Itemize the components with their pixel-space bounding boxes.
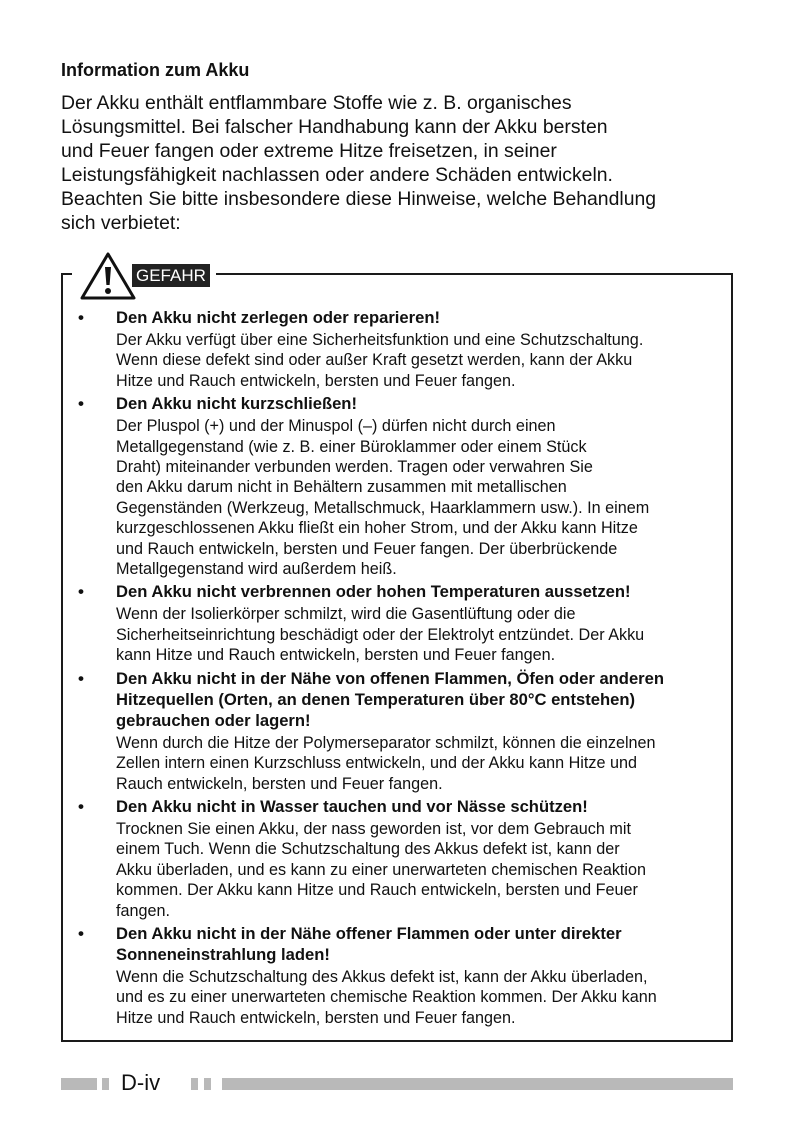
footer-bar-segment <box>204 1078 211 1090</box>
footer-bar-segment <box>222 1078 733 1090</box>
danger-item <box>78 581 718 665</box>
bullet: • <box>78 923 84 943</box>
danger-list <box>78 307 718 1030</box>
danger-item <box>78 393 718 579</box>
bullet: • <box>78 394 84 414</box>
danger-item-body: Trocknen Sie einen Akku, der nass geworden ist, vor dem Gebrauch mit einem Tuch. Wenn die Schutzschaltung des Akkus defekt ist, kann der Akku überladen, und es kann zu einer unerwarteten chemischen Reaktion kommen. Der Akku kann Hitze und Rauch entwickeln, bersten und Feuer fangen. <box>116 819 647 920</box>
footer-bar-segment <box>61 1078 97 1090</box>
danger-item-title: Den Akku nicht in der Nähe von offenen Flammen, Öfen oder anderen Hitzequellen (Orten, an denen Temperaturen über 80°C entstehen) gebrauchen oder lagern! <box>116 668 664 730</box>
footer-bar-segment <box>102 1078 109 1090</box>
danger-item <box>78 923 718 1028</box>
danger-item <box>78 796 718 921</box>
footer-bar-segment <box>191 1078 198 1090</box>
page-footer <box>61 1069 733 1097</box>
danger-item <box>78 668 718 794</box>
danger-item-body: Wenn der Isolierkörper schmilzt, wird die Gasentlüftung oder die Sicherheitseinrichtung beschädigt oder der Elektrolyt entzündet. Der Akku kann Hitze und Rauch entwickeln, bersten und Feuer fangen. <box>116 605 645 665</box>
danger-item-title: Den Akku nicht zerlegen oder reparieren! <box>116 308 440 327</box>
danger-item-body: Der Pluspol (+) und der Minuspol (–) dürfen nicht durch einen Metallgegenstand (wie z. B. einer Büroklammer oder einem Stück Draht) miteinander verbunden werden. Tragen oder verwahren Sie den Akku darum nicht in Behältern zusammen mit metallischen Gegenständen (Werkzeug, Metallschmuck, Haarklammern usw.). In einem kurzgeschlossenen Akku fließt ein hoher Strom, und der Akku kann Hitze und Rauch entwickeln, bersten und Feuer fangen. Der überbrückende Metallgegenstand wird außerdem heiß. <box>116 417 650 579</box>
danger-item-body: Wenn durch die Hitze der Polymerseparator schmilzt, können die einzelnen Zellen intern einen Kurzschluss entwickeln, und der Akku kann Hitze und Rauch entwickeln, bersten und Feuer fangen. <box>116 733 656 793</box>
intro-paragraph: Der Akku enthält entflammbare Stoffe wie z. B. organisches Lösungsmittel. Bei falscher Handhabung kann der Akku bersten und Feuer fangen oder extreme Hitze freisetzen, in seiner Leistungsfähigkeit nachlassen oder andere Schäden entwickeln. Beachten Sie bitte insbesondere diese Hinweise, welche Behandlung sich verbietet: <box>61 92 657 234</box>
bullet: • <box>78 308 84 327</box>
danger-item-body: Der Akku verfügt über eine Sicherheitsfunktion und eine Schutzschaltung. Wenn diese defekt sind oder außer Kraft gesetzt werden, kann der Akku Hitze und Rauch entwickeln, bersten und Feuer fangen. <box>116 331 644 390</box>
danger-item-title: Den Akku nicht verbrennen oder hohen Temperaturen aussetzen! <box>116 582 631 602</box>
danger-item-body: Wenn die Schutzschaltung des Akkus defekt ist, kann der Akku überladen, und es zu einer unerwarteten chemische Reaktion kommen. Der Akku kann Hitze und Rauch entwickeln, bersten und Feuer fangen. <box>116 967 657 1027</box>
section-title: Information zum Akku <box>61 60 250 80</box>
danger-item-title: Den Akku nicht in Wasser tauchen und vor Nässe schützen! <box>116 796 588 816</box>
danger-item <box>78 307 718 391</box>
danger-item-title: Den Akku nicht kurzschließen! <box>116 394 357 414</box>
bullet: • <box>78 796 84 816</box>
danger-label <box>72 248 216 300</box>
page-number: D-iv <box>121 1070 161 1095</box>
danger-label-text: GEFAHR <box>132 264 210 287</box>
danger-item-title: Den Akku nicht in der Nähe offener Flammen oder unter direkter Sonneneinstrahlung laden! <box>116 923 622 964</box>
bullet: • <box>78 668 84 688</box>
warning-triangle-icon <box>80 252 136 300</box>
bullet: • <box>78 582 84 602</box>
